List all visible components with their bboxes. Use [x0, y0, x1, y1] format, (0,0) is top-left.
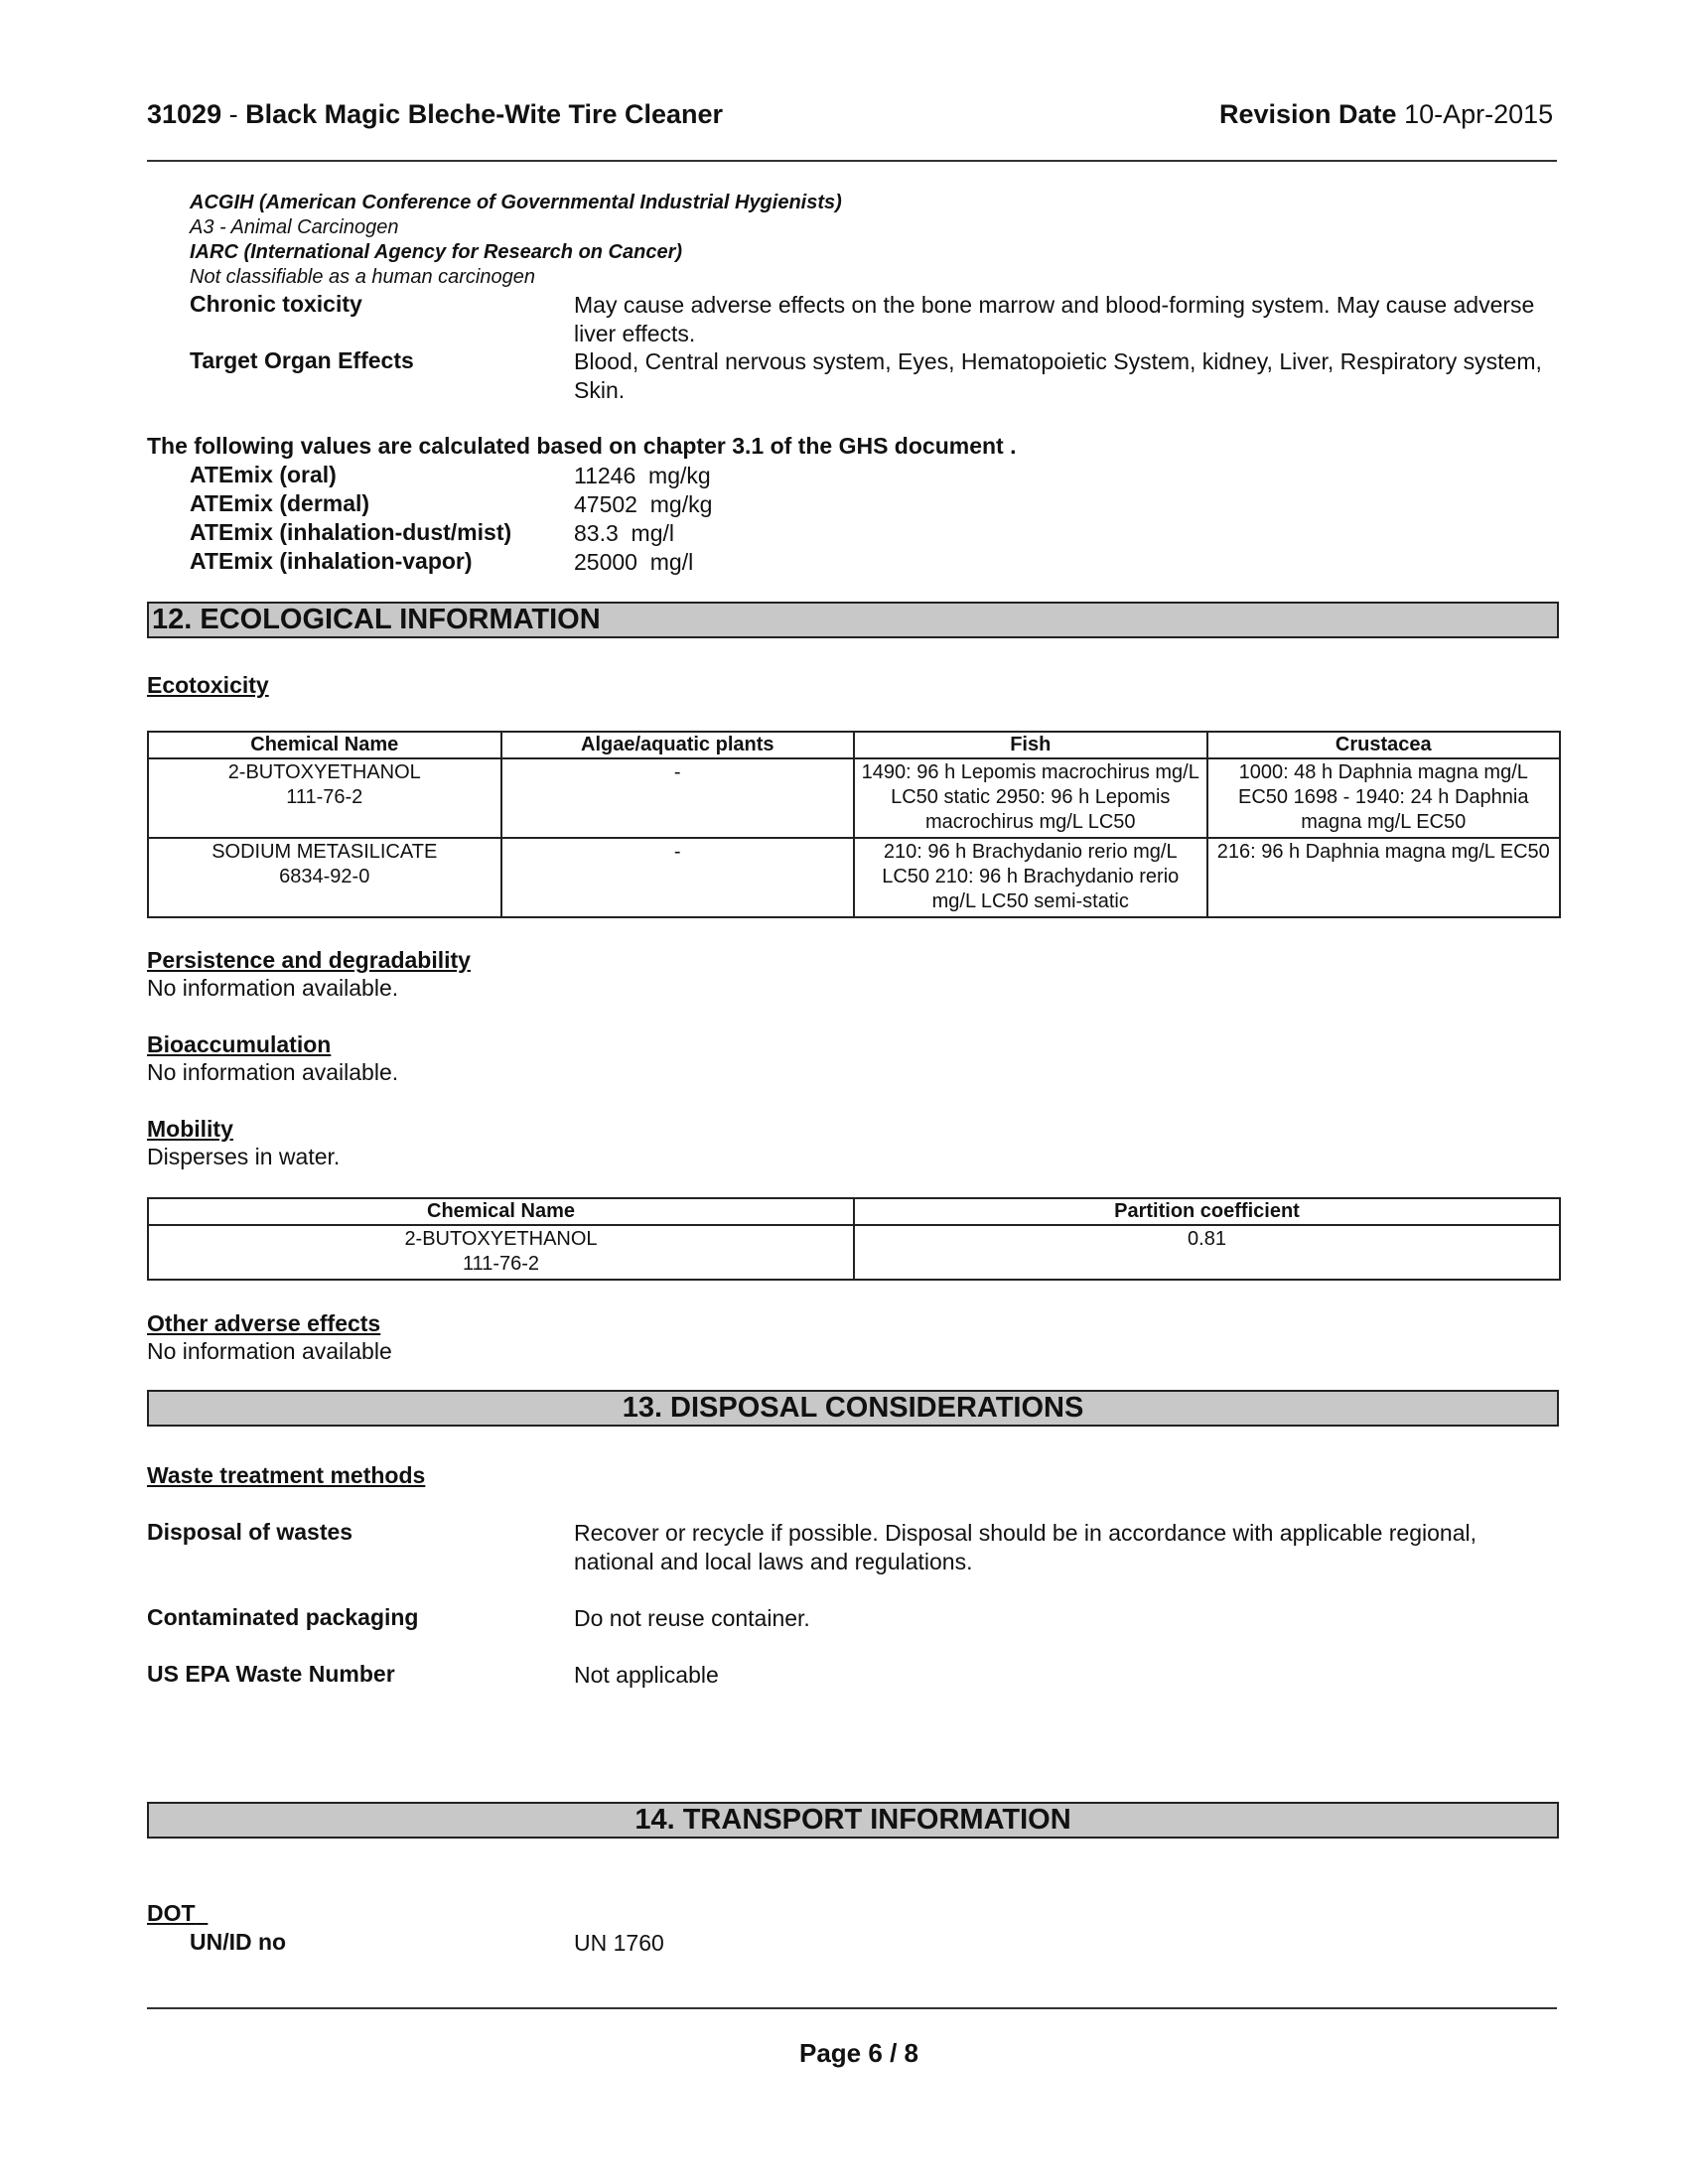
fish-cell: 210: 96 h Brachydanio rerio mg/L LC50 210: 96 h Brachydanio rerio mg/L LC50 semi-static: [854, 838, 1207, 917]
ecotoxicity-table: [147, 731, 1561, 918]
acgih-title: ACGIH (American Conference of Governmental Industrial Hygienists): [190, 192, 842, 213]
dot-heading: [147, 1900, 208, 1927]
disposal-wastes-label: Disposal of wastes: [147, 1519, 353, 1545]
header-rule: [147, 160, 1557, 162]
page-label: Page: [799, 2038, 862, 2068]
crustacea-cell: 216: 96 h Daphnia magna mg/L EC50: [1207, 838, 1561, 917]
cas-number: 111-76-2: [286, 786, 363, 808]
product-code: 31029: [147, 99, 222, 129]
chronic-toxicity-label: Chronic toxicity: [190, 291, 362, 317]
table-row: [148, 1225, 1560, 1280]
contaminated-packaging-value: Do not reuse container.: [574, 1605, 810, 1631]
revision-label: Revision Date: [1219, 99, 1397, 129]
bioaccumulation-text: No information available.: [147, 1059, 399, 1085]
iarc-title: IARC (International Agency for Research on Cancer): [190, 241, 683, 263]
other-effects-heading: Other adverse effects: [147, 1310, 381, 1336]
waste-treatment-heading: Waste treatment methods: [147, 1462, 426, 1488]
page-number: 6 / 8: [868, 2038, 918, 2068]
table-header-row: [148, 732, 1560, 758]
atemix-value: 25000 mg/l: [574, 549, 694, 575]
section-14-header: [147, 1802, 1559, 1839]
partition-coefficient-table: [147, 1197, 1561, 1281]
disposal-wastes-value: Recover or recycle if possible. Disposal should be in accordance with applicable regional, national and local laws and regulations.: [574, 1520, 1477, 1574]
dot-heading-text: DOT: [147, 1900, 196, 1926]
target-organ-value: Blood, Central nervous system, Eyes, Hematopoietic System, kidney, Liver, Respiratory system, Skin.: [574, 348, 1542, 403]
ecotoxicity-heading: Ecotoxicity: [147, 672, 269, 698]
partition-value-cell: 0.81: [854, 1225, 1560, 1280]
column-header: Chemical Name: [148, 1198, 854, 1225]
chronic-toxicity-value: May cause adverse effects on the bone marrow and blood-forming system. May cause adverse liver effects.: [574, 292, 1535, 346]
epa-waste-number-value: Not applicable: [574, 1662, 719, 1688]
ghs-note: The following values are calculated based on chapter 3.1 of the GHS document .: [147, 433, 1017, 459]
target-organ-label: Target Organ Effects: [190, 347, 414, 373]
revision-date: 10-Apr-2015: [1404, 99, 1554, 129]
atemix-value: 47502 mg/kg: [574, 491, 713, 517]
chemical-cell: [148, 1225, 854, 1280]
footer-rule: [147, 2007, 1557, 2009]
atemix-value: 83.3 mg/l: [574, 520, 674, 546]
acgih-value: A3 - Animal Carcinogen: [190, 216, 399, 238]
unid-label: UN/ID no: [190, 1929, 287, 1955]
chemical-name: 2-BUTOXYETHANOL: [227, 761, 421, 783]
algae-cell: -: [501, 758, 855, 838]
atemix-label: ATEmix (dermal): [190, 490, 370, 516]
mobility-heading: Mobility: [147, 1116, 233, 1142]
column-header: Fish: [854, 732, 1207, 758]
section-12-title: 12. ECOLOGICAL INFORMATION: [152, 604, 601, 635]
chemical-name: 2-BUTOXYETHANOL: [404, 1228, 598, 1250]
epa-waste-number-label: US EPA Waste Number: [147, 1661, 395, 1687]
iarc-value: Not classifiable as a human carcinogen: [190, 266, 535, 288]
cas-number: 6834-92-0: [279, 866, 370, 887]
atemix-label: ATEmix (inhalation-vapor): [190, 548, 473, 574]
other-effects-text: No information available: [147, 1338, 392, 1364]
contaminated-packaging-label: Contaminated packaging: [147, 1604, 419, 1630]
section-13-title: 13. DISPOSAL CONSIDERATIONS: [622, 1392, 1084, 1424]
mobility-text: Disperses in water.: [147, 1144, 341, 1169]
chemical-name: SODIUM METASILICATE: [211, 841, 438, 863]
page-indicator: [0, 2038, 1688, 2069]
algae-cell: -: [501, 838, 855, 917]
section-12-header: [147, 602, 1559, 638]
section-13-header: [147, 1390, 1559, 1427]
bioaccumulation-heading: Bioaccumulation: [147, 1031, 332, 1057]
section-14-title: 14. TRANSPORT INFORMATION: [634, 1804, 1071, 1836]
atemix-value: 11246 mg/kg: [574, 463, 711, 488]
fish-cell: 1490: 96 h Lepomis macrochirus mg/L LC50 static 2950: 96 h Lepomis macrochirus mg/L LC50: [854, 758, 1207, 838]
crustacea-cell: 1000: 48 h Daphnia magna mg/L EC50 1698 - 1940: 24 h Daphnia magna mg/L EC50: [1207, 758, 1561, 838]
table-header-row: [148, 1198, 1560, 1225]
persistence-text: No information available.: [147, 975, 399, 1001]
chemical-cell: [148, 838, 501, 917]
table-row: [148, 838, 1560, 917]
atemix-label: ATEmix (inhalation-dust/mist): [190, 519, 512, 545]
persistence-heading: Persistence and degradability: [147, 947, 471, 973]
document-header: [147, 99, 723, 130]
column-header: Algae/aquatic plants: [501, 732, 855, 758]
unid-value: UN 1760: [574, 1930, 664, 1956]
table-row: [148, 758, 1560, 838]
atemix-label: ATEmix (oral): [190, 462, 337, 487]
header-separator: -: [228, 99, 238, 129]
column-header: Partition coefficient: [854, 1198, 1560, 1225]
revision-info: [1219, 99, 1553, 130]
chemical-cell: [148, 758, 501, 838]
cas-number: 111-76-2: [462, 1253, 540, 1275]
column-header: Chemical Name: [148, 732, 501, 758]
product-name: Black Magic Bleche-Wite Tire Cleaner: [245, 99, 724, 129]
column-header: Crustacea: [1207, 732, 1561, 758]
